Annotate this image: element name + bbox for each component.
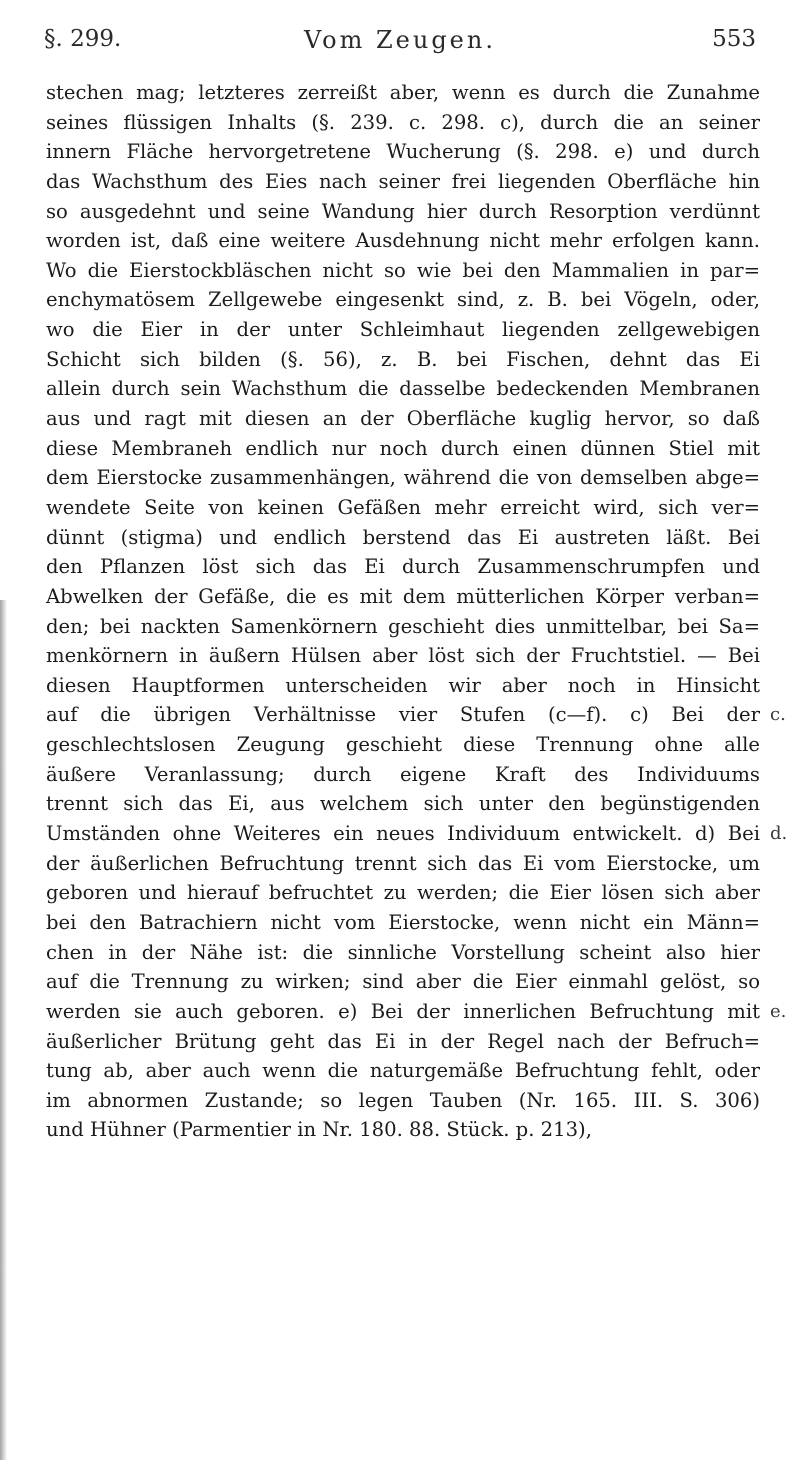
- text-line: chen in der Nähe ist: die sinnliche Vorstellung scheint also hier: [46, 940, 760, 964]
- text-line: diesen Hauptformen unterscheiden wir aber noch in Hinsicht: [46, 673, 760, 697]
- text-line: den Pflanzen löst sich das Ei durch Zusammenschrumpfen und: [46, 555, 760, 579]
- text-line: Wo die Eierstockbläschen nicht so wie bei den Mammalien in par=: [46, 258, 760, 282]
- text-line: aus und ragt mit diesen an der Oberfläche kuglig hervor, so daß: [46, 407, 760, 431]
- text-line: trennt sich das Ei, aus welchem sich unter den begünstigenden: [46, 792, 760, 816]
- text-line: der äußerlichen Befruchtung trennt sich das Ei vom Eierstocke, um: [46, 851, 760, 875]
- text-line: äußerlicher Brütung geht das Ei in der Regel nach der Befruch=: [46, 1029, 760, 1053]
- text-line: Umständen ohne Weiteres ein neues Individuum entwickelt. d) Bei: [46, 822, 760, 846]
- text-line: bei den Batrachiern nicht vom Eierstocke, wenn nicht ein Männ=: [46, 910, 760, 934]
- text-line: und Hühner (Parmentier in Nr. 180. 88. Stück. p. 213),: [46, 1118, 592, 1142]
- margin-note-c: c.: [770, 704, 786, 726]
- text-line: geboren und hierauf befruchtet zu werden; die Eier lösen sich aber: [46, 881, 760, 905]
- text-line: Schicht sich bilden (§. 56), z. B. bei Fischen, dehnt das Ei: [46, 347, 760, 371]
- text-line: seines flüssigen Inhalts (§. 239. c. 298. c), durch die an seiner: [46, 110, 760, 134]
- text-line: geschlechtslosen Zeugung geschieht diese Trennung ohne alle: [46, 733, 760, 757]
- text-line: im abnormen Zustande; so legen Tauben (Nr. 165. III. S. 306): [46, 1088, 760, 1112]
- text-line: stechen mag; letzteres zerreißt aber, wenn es durch die Zunahme: [46, 81, 760, 104]
- body-text: [46, 78, 788, 1145]
- margin-note-e: e.: [770, 1000, 787, 1022]
- text-line: werden sie auch geboren. e) Bei der innerlichen Befruchtung mit: [46, 999, 760, 1023]
- text-line: tung ab, aber auch wenn die naturgemäße Befruchtung fehlt, oder: [46, 1059, 760, 1083]
- binding-shadow: [0, 600, 7, 1460]
- text-line: dem Eierstocke zusammenhängen, während die von demselben abge=: [46, 466, 760, 490]
- text-line: innern Fläche hervorgetretene Wucherung (§. 298. e) und durch: [46, 140, 760, 164]
- text-line: auf die übrigen Verhältnisse vier Stufen (c—f). c) Bei der: [46, 703, 760, 727]
- text-line: so ausgedehnt und seine Wandung hier durch Resorption verdünnt: [46, 199, 760, 223]
- page-header: [44, 26, 756, 66]
- running-title: Vom Zeugen.: [304, 26, 496, 54]
- text-line: Abwelken der Gefäße, die es mit dem mütterlichen Körper verban=: [46, 584, 760, 608]
- text-line: dünnt (stigma) und endlich berstend das Ei austreten läßt. Bei: [46, 525, 760, 549]
- text-line: worden ist, daß eine weitere Ausdehnung nicht mehr erfolgen kann.: [46, 229, 760, 253]
- text-line: wo die Eier in der unter Schleimhaut liegenden zellgewebigen: [46, 318, 760, 342]
- text-line: allein durch sein Wachsthum die dasselbe bedeckenden Membranen: [46, 377, 760, 401]
- text-line: wendete Seite von keinen Gefäßen mehr erreicht wird, sich ver=: [46, 495, 760, 519]
- text-line-with-margin-note: [46, 700, 786, 730]
- text-line: menkörnern in äußern Hülsen aber löst sich der Fruchtstiel. — Bei: [46, 644, 760, 668]
- text-line: enchymatösem Zellgewebe eingesenkt sind, z. B. bei Vögeln, oder,: [46, 288, 760, 312]
- margin-note-d: d.: [770, 823, 788, 845]
- text-line: auf die Trennung zu wirken; sind aber die Eier einmahl gelöst, so: [46, 970, 760, 994]
- text-line-with-margin-note: [46, 819, 788, 849]
- text-line: äußere Veranlassung; durch eigene Kraft des Individuums: [46, 762, 760, 786]
- text-line: das Wachsthum des Eies nach seiner frei liegenden Oberfläche hin: [46, 169, 760, 193]
- page-number: 553: [712, 26, 756, 52]
- text-line-with-margin-note: [46, 997, 787, 1027]
- section-number: §. 299.: [44, 26, 122, 52]
- text-line: den; bei nackten Samenkörnern geschieht dies unmittelbar, bei Sa=: [46, 614, 760, 638]
- text-line: diese Membraneh endlich nur noch durch einen dünnen Stiel mit: [46, 436, 760, 460]
